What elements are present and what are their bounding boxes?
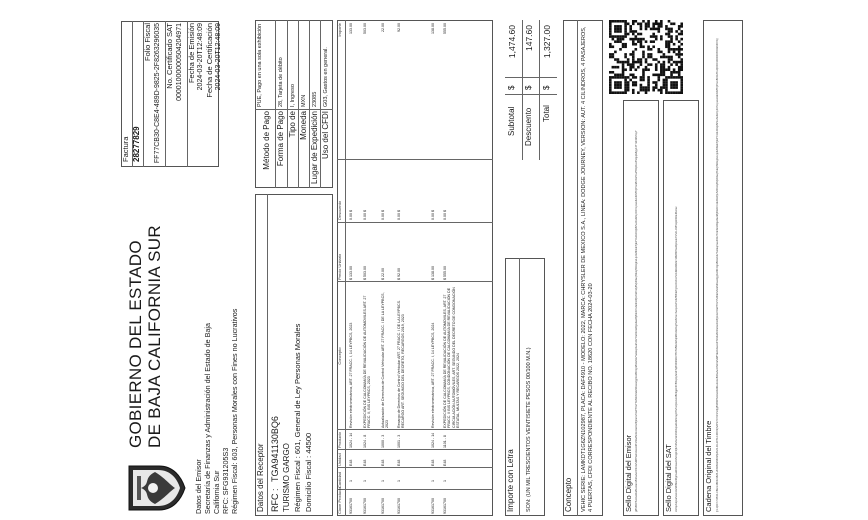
item-unidad: E48 [363,459,367,466]
cfdi-use-label: Uso del CFDI [321,111,330,160]
total-label: Total [542,105,551,122]
col-header-importe: Importe [337,23,342,37]
item-precio: $ 503.00 [363,266,367,280]
emisor-seal-heading: Sello Digital del Emisor [624,434,633,512]
sat-qr-code [609,20,683,94]
government-title-line-2: DE BAJA CALIFORNIA SUR [145,225,164,448]
cert-sat-value: 00001000000504204971 [176,23,183,101]
issuer-name-line-1: Secretaría de Finanzas y Administración del Estado de Baja [203,323,212,514]
item-descuento: 0.00 $ [349,210,353,220]
item-clave: 93161700 [397,498,401,514]
expedition-place-value: 23085 [312,91,318,107]
item-descuento: 0.00 $ [363,210,367,220]
col-header-precio: Precio Unitario [337,253,342,280]
emisor-seal-text: gBSBFPfvHGH0d/Ku1AnnB4rwAeONhVaNbBYkeFcEwA9TnMsd5r2mUeXGIfQmmVOaPT0sYNMnbtVreEM0ow2ggSAMFOgnBIHsh3vYuGkqVuuPdJxYmFbmtWgwbunBjZ3nD7nAk9tHPpJVWzHyBVp94uqYkkzj/SRHgFeLtjx3v6hEETjEXYtU2JXUjMtrNuSn4kNyFOVcyswHUnKIMYQPrxnBCKdYnJ/YDp5ox5NIgqfa6gyFJT7dF48VGyY [635,130,638,512]
receiver-name: TURISMO GARGO [282,443,291,512]
col-header-concepto: Concepto [337,347,342,365]
item-importe: 555.00 [443,23,447,34]
subtotal-currency: $ [507,85,516,90]
item-importe: 22.00 [381,23,385,32]
item-precio: $ 138.00 [431,266,435,280]
total-value: 1,327.00 [542,25,552,59]
receiver-address: Domicilio Fiscal : 44500 [304,432,313,512]
folio-fiscal-value: FF77CB30-C8E4-489D-9825-2F8263296035 [154,23,161,164]
item-producto: 1000 - 3 [381,434,385,448]
currency-value: MXN [301,94,307,107]
item-cantidad: 1 [363,480,367,482]
item-clave: 93161700 [349,498,353,514]
receipt-type-label: Tipo de [288,111,297,138]
item-cantidad: 1 [381,480,385,482]
receiver-rfc-value: TGA941130BQ6 [270,416,280,482]
item-clave: 93161700 [363,498,367,514]
item-concepto: Recargo de Derechos de Control Vehicular ART. 27 FRACC. I DE LA LEYPBCS. RECARGO ART. SEGUNDO DEL DECRETO, RECARGOS 2019, 2023 [397,300,406,428]
concept-heading: Concepto [564,477,573,512]
item-precio: $ 555.00 [443,266,447,280]
stamp-chain-heading: Cadena Original del Timbre [704,420,713,512]
item-producto: 1024 - 14 [349,432,353,448]
item-producto: 1024 - 14 [431,432,435,448]
issuer-name-line-2: California Sur [212,470,221,514]
amount-words-value: SON: (UN MIL TRESCIENTOS VEINTISIETE PESOS 00/100 M.N.) [526,347,532,512]
item-descuento: 0.00 $ [431,210,435,220]
subtotal-value: 1,474.60 [507,25,517,59]
item-producto: 1024 - 8 [363,434,367,448]
item-unidad: E48 [431,459,435,466]
item-concepto: EXPEDICIÓN DE CALCOMANÍA DE REVALIDACIÓN DE AUTOMOVILES, ART. 27 FRACC. II BIS LEYPBCS, CONDONACIÓN DE CALCOMANÍA DE REVALIDACIÓN DE CIRCULACIÓN AUTOMÓVILES, ART. SEGUNDO DEL DECRETO DE CONDONACIÓN ESTATAL, MULTAS Y RECARGOS 2022, 2024 [443,287,461,428]
total-currency: $ [542,85,551,90]
emision-label: Fecha de Emisión [187,23,196,84]
concept-text: VEHIC SERIE: LAMKDT1G6ZN102987, PLACA: DAF4910 - MODELO: 2022, MARCA: CHRYSLER DE MEXICO S.A., LINEA: DODGE JOURNEY, VERSION: AUT. 4 CILINDROS, 4 PASAJEROS, 4 PUERTAS, CFDI CORRESPONDIENTE AL RECIBO NO. 18620 CON FECHA 2024-03-20 [581,26,595,512]
sat-seal-heading: Sello Digital del SAT [664,444,673,512]
items-table [337,20,493,516]
descuento-currency: $ [524,85,533,90]
item-concepto: Actualización de Derechos de Control Vehicular ART. 27 FRACC. I DE LA LEYPBCS, 2023 [381,292,390,428]
issuer-regime: Régimen Fiscal: 603, Personas Morales con Fines no Lucrativos [230,308,239,514]
certificacion-label: Fecha de Certificación [205,23,214,98]
item-concepto: EXPEDICIÓN DE CALCOMANÍA DE REVALIDACIÓN DE AUTOMOVILES ART. 27 FRACC. II, BIS LEYPBCS, 2023 [363,295,372,428]
item-precio: $ 133.00 [349,266,353,280]
item-clave: 93161700 [431,498,435,514]
col-header-descuento: Descuento [337,200,342,220]
payment-method-label: Método de Pago [262,111,271,170]
sat-seal-text: cG5q2HqAaNAmUstWr6bx36grGaWdJmswOZeNgh4QkSDVG2HcJ94OxpuRdENmgOSV1xQLkGn4Bv9gpXPcf5FqAyhmKTqBVi6R3DVYfC5MWx3nfq0k8Cdd2GgTwMoSs7AwqxHvPtz4ZBZ4eTgUcOiVncrN3vbDH9iKrE7UfHBl0Sw2FpGdoYnN1LOt8ScpR4XEJ6xmw [675,206,678,512]
payment-method-value: PUE, Pago en una sola exhibición [257,23,263,107]
item-precio: $ 22.00 [381,268,385,280]
folio-fiscal-label: Folio Fiscal [143,23,152,61]
item-producto: 1101 - 8 [443,435,447,448]
currency-label: Moneda [299,111,308,140]
item-cantidad: 1 [349,480,353,482]
col-header-unidad: Unidad [337,453,342,466]
item-producto: 1001 - 3 [397,434,401,448]
item-clave: 93161700 [443,498,447,514]
item-importe: 133.00 [349,23,353,34]
item-descuento: 0.00 $ [397,210,401,220]
receiver-heading: Datos del Receptor [256,443,265,512]
government-title-line-1: GOBIERNO DEL ESTADO [126,240,145,448]
certificacion-value: 2024-03-20T12:48:09 [215,23,222,91]
expedition-place-label: Lugar de Expedición [310,111,319,184]
item-concepto: Revisión electromecánica, ART. 27 FRACC. I, 14 LEYPBCS, 2024 [431,322,435,428]
item-unidad: E48 [381,459,385,466]
item-importe: 138.00 [431,23,435,34]
col-header-clave: Clave Producto [337,486,342,514]
state-coat-of-arms-logo [125,462,187,514]
item-unidad: E48 [397,459,401,466]
item-unidad: E48 [349,459,353,466]
receiver-regime: Régimen Fiscal : 601, General de Ley Personas Morales [293,323,302,512]
item-concepto: Revisión electromecánica, ART. 27 FRACC. I, 14 LEYPBCS, 2023 [349,322,353,428]
subtotal-label: Subtotal [507,106,516,136]
issuer-rfc: RFC: SFG931205S3 [221,447,230,514]
cert-sat-label: No. Certificado SAT [165,23,174,89]
factura-number: 28277829 [132,126,141,162]
item-unidad: E48 [443,459,447,466]
item-importe: 503.00 [363,23,367,34]
payment-form-label: Forma de Pago [276,111,285,167]
item-precio: $ 92.00 [397,268,401,280]
receipt-type-value: I, Ingreso [290,84,296,107]
item-clave: 93161700 [381,498,385,514]
cfdi-use-value: G03, Gastos en general. [323,47,329,107]
factura-label: Factura [121,136,130,162]
item-cantidad: 1 [443,480,447,482]
issuer-heading: Datos del Emisor [194,459,203,514]
item-descuento: 0.00 $ [443,210,447,220]
item-cantidad: 1 [431,480,435,482]
item-descuento: 0.00 $ [381,210,385,220]
invoice-document [113,15,753,520]
receiver-rfc-label: RFC : [270,488,280,512]
col-header-cantidad: Cantidad [337,471,342,488]
payment-form-value: 28, Tarjeta de débito [278,57,284,107]
descuento-label: Descuento [524,107,533,146]
amount-words-heading: Importe con Letra [506,449,515,512]
col-header-producto: Producto [337,431,342,448]
item-cantidad: 1 [397,480,401,482]
emision-value: 2024-03-20T12:48:09 [197,23,204,91]
descuento-value: 147.60 [524,25,534,51]
stamp-chain-text: ||1.1|FF77CB30-C8E4-489D-9825-2F8263296035|2024-03-20T12:48:09|SAT970701NN3|gBSBFPfvHGH0d/Ku1AnnB4rwAeONhVaNbBYkeFcEwA9TnMsd5r2mUeXGIfQmmVOaPT0sYNMnbtVreEM0ow2ggSAMFOgnBIHsh3vYuGkqVuuPdJxYmFbmtWgwbunBjZ3nD7nAk9tHPpJVWzHyBVp94uqYkkzj/SRHgFeLtjx3v6hEETjEXYtU2JXUjMtrNuSn4kNyFOVcyswHUnKIMYQPrxnBCKdYnJ|00001000000504204971|| [716,38,719,512]
item-importe: 92.00 [397,23,401,32]
